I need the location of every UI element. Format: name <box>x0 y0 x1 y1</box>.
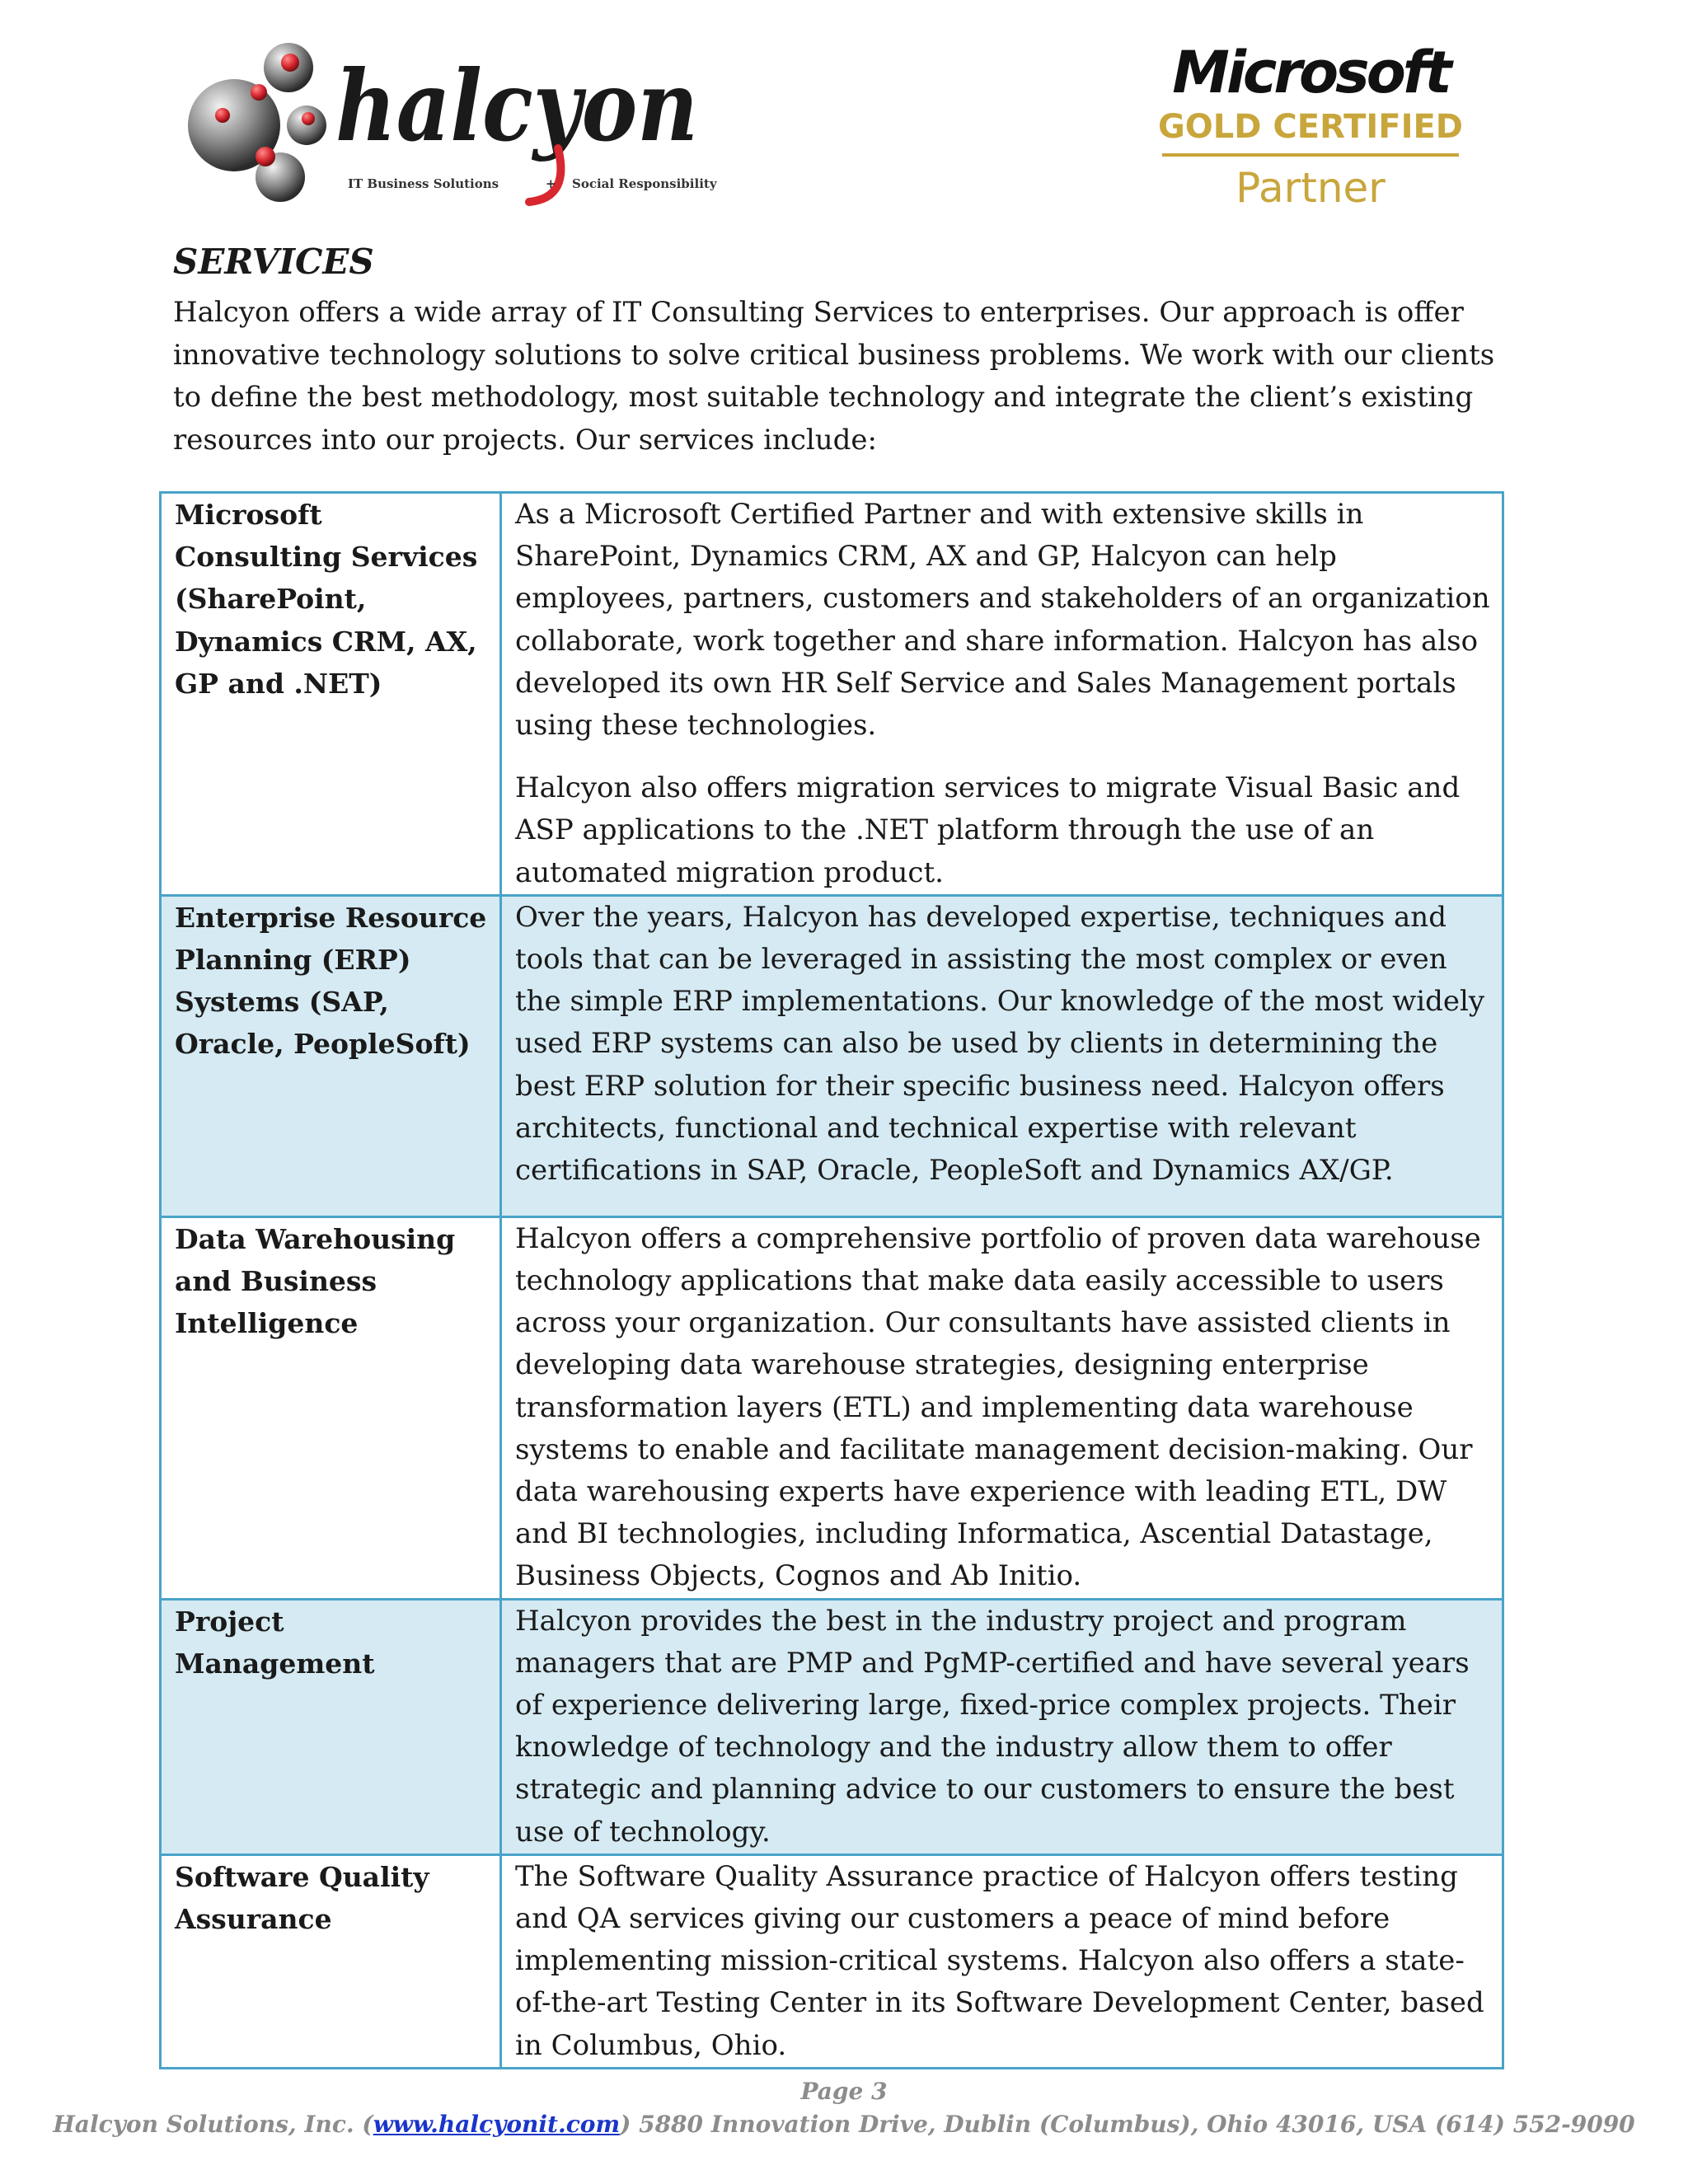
ms-certification: GOLD CERTIFIED <box>1157 108 1464 146</box>
microsoft-gold-partner-logo <box>1154 40 1467 213</box>
halcyon-logo <box>183 33 717 210</box>
service-description <box>501 1599 1503 1854</box>
logo-wordmark: halcyon <box>335 49 698 163</box>
service-name: Enterprise Resource Planning (ERP) Systems (SAP, Oracle, PeopleSoft) <box>161 895 501 1216</box>
section-intro: Halcyon offers a wide array of IT Consulting Services to enterprises. Our approach is offer innovative technology solutions to solve critical business problems. We work with our clients to define the best methodology, most suitable technology and integrate the client’s existing resources into our projects. Our services include: <box>173 296 1495 457</box>
service-name: Microsoft Consulting Services (SharePoint, Dynamics CRM, AX, GP and .NET) <box>161 493 501 896</box>
logo-sphere <box>251 84 267 101</box>
ms-divider <box>1162 153 1459 157</box>
footer-company: Halcyon Solutions, Inc. ( <box>53 2111 373 2138</box>
service-row <box>161 1216 1503 1599</box>
section-title: SERVICES <box>173 241 374 282</box>
service-paragraph: Over the years, Halcyon has developed expertise, techniques and tools that can be leveraged in assisting the most complex or even the simple ERP implementations. Our knowledge of the most widely used ERP systems can also be used by clients in determining the best ERP solution for their specific business need. Halcyon offers architects, functional and technical expertise with relevant certifications in SAP, Oracle, PeopleSoft and Dynamics AX/GP. <box>515 900 1485 1188</box>
service-description <box>501 493 1503 896</box>
halcyon-logo-graphic <box>183 33 717 210</box>
service-paragraph: As a Microsoft Certified Partner and with extensive skills in SharePoint, Dynamics CRM, AX and GP, Halcyon can help employees, partners, customers and stakeholders of an organization collaborate, work together and share information. Halcyon has also developed its own HR Self Service and Sales Management portals using these technologies. <box>515 498 1490 743</box>
service-name: Software Quality Assurance <box>161 1854 501 2068</box>
services-table <box>159 491 1504 2069</box>
service-name: Data Warehousing and Business Intelligence <box>161 1216 501 1599</box>
service-paragraph: Halcyon offers a comprehensive portfolio of proven data warehouse technology applications that make data easily accessible to users across your organization. Our consultants have assisted clients in developing data warehouse strategies, designing enterprise transformation layers (ETL) and implementing data warehouse systems to enable and facilitate management decision-making. Our data warehousing experts have experience with leading ETL, DW and BI technologies, including Informatica, Ascential Datastage, Business Objects, Cognos and Ab Initio. <box>515 1221 1481 1593</box>
logo-tagline-right: Social Responsibility <box>572 176 717 191</box>
logo-sphere <box>281 54 299 72</box>
service-row <box>161 895 1503 1216</box>
service-paragraph: Halcyon also offers migration services to migrate Visual Basic and ASP applications to the .NET platform through the use of an automated migration product. <box>515 771 1461 889</box>
logo-tagline-left: IT Business Solutions <box>348 176 499 191</box>
service-description <box>501 1216 1503 1599</box>
service-row <box>161 493 1503 896</box>
service-description <box>501 1854 1503 2068</box>
logo-sphere <box>287 105 326 145</box>
footer-contact <box>0 2108 1688 2141</box>
logo-sphere <box>256 147 275 166</box>
service-name: Project Management <box>161 1599 501 1854</box>
page-number: Page 3 <box>800 2078 888 2105</box>
website-link[interactable]: www.halcyonit.com <box>373 2111 621 2138</box>
logo-sphere <box>215 108 230 123</box>
page-footer <box>0 2075 1688 2141</box>
logo-tagline-plus: + <box>546 176 556 191</box>
footer-address: ) 5880 Innovation Drive, Dublin (Columbus), Ohio 43016, USA (614) 552-9090 <box>620 2111 1635 2138</box>
ms-brand: Microsoft <box>1172 39 1449 106</box>
service-paragraph: Halcyon provides the best in the industry project and program managers that are PMP and PgMP-certified and have several years of experience delivering large, fixed-price complex projects. Their knowledge of technology and the industry allow them to offer strategic and planning advice to our customers to ensure the best use of technology. <box>515 1604 1470 1849</box>
service-row <box>161 1599 1503 1854</box>
ms-partner: Partner <box>1236 164 1386 212</box>
page-header <box>0 0 1688 223</box>
service-row <box>161 1854 1503 2068</box>
service-paragraph: The Software Quality Assurance practice of Halcyon offers testing and QA services giving our customers a peace of mind before implementing mission-critical systems. Halcyon also offers a state-of-the-art Testing Center in its Software Development Center, based in Columbus, Ohio. <box>515 1859 1484 2062</box>
service-description <box>501 895 1503 1216</box>
services-section <box>173 239 1508 462</box>
logo-sphere <box>302 112 315 125</box>
